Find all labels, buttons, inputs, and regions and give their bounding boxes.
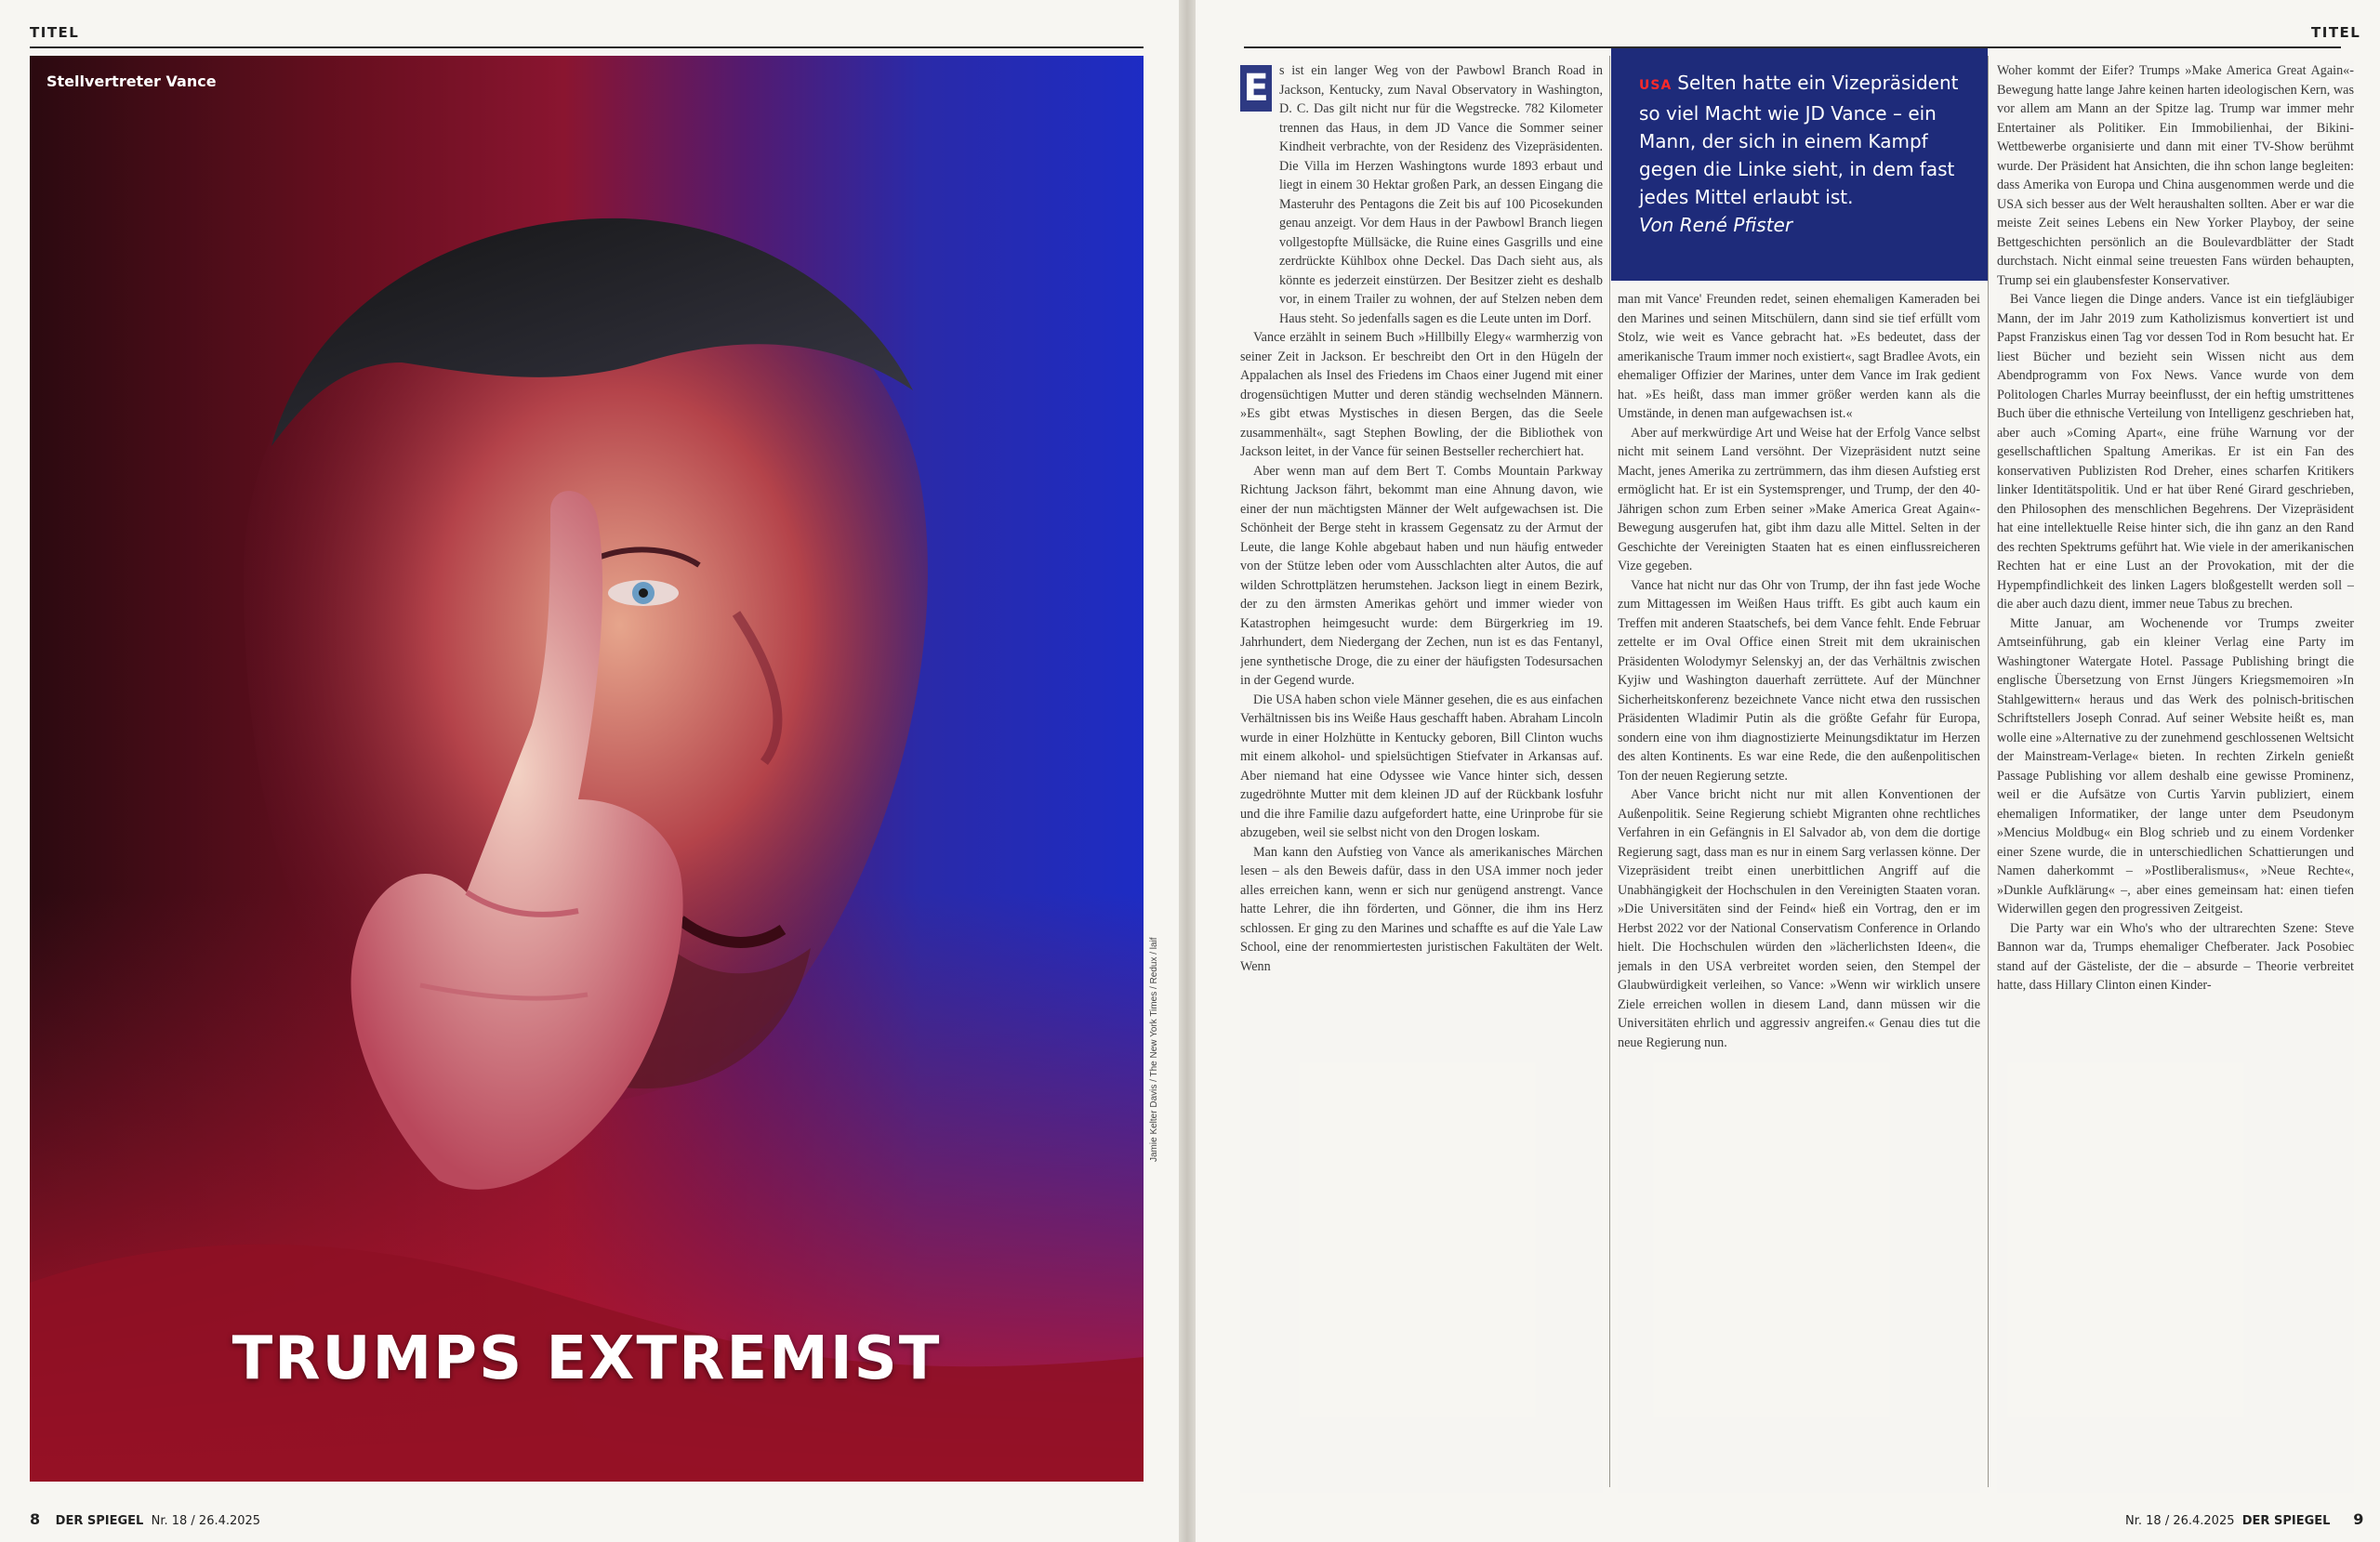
right-footer: [2125, 1510, 2363, 1528]
photo-caption: Stellvertreter Vance: [46, 72, 217, 90]
column-rule: [1609, 56, 1610, 1487]
photo-credit: Jamie Kelter Davis / The New York Times / Redux / laif: [1149, 937, 1159, 1162]
paragraph: Vance hat nicht nur das Ohr von Trump, der ihn fast jede Woche zum Mittagessen im Weißen Haus trifft. Es gibt auch kaum ein Treffen mit anderen Staatschefs, bei dem Vance fehlt. Ende Februar zettelte er im Oval Office einen Streit mit dem ukrainischen Präsidenten Wolodymyr Selenskyj an, der das Verhältnis zwischen Kyjiw und Washington dauerhaft zerrüttete. Auf der Münchner Sicherheitskonferenz bezeichnete Vance nicht etwa den russischen Präsidenten Wladimir Putin als die größte Gefahr für Europa, sondern eine von ihm diagnostizierte Meinungsdiktatur im Herzen des alten Kontinents. Es war eine Rede, die den außenpolitischen Ton der neuen Regierung setzte.: [1618, 577, 1980, 784]
paragraph: Die Party war ein Who's who der ultrarechten Szene: Steve Bannon war da, Trumps ehemaliger Chefberater. Jack Posobiec stand auf der Gästeliste, der die – absurde – Theorie verbreitet hatte, dass Hillary Clinton einen Kinder-: [1997, 920, 2354, 993]
column-rule: [1988, 56, 1989, 1487]
left-page: [0, 0, 1179, 1542]
paragraph: Aber Vance bricht nicht nur mit allen Konventionen der Außenpolitik. Seine Regierung schiebt Migranten ohne rechtliches Verfahren in ein Gefängnis in El Salvador ab, von dem die dortige Regierung sagt, dass man es nur in einem Sarg verlassen könne. Der Vizepräsident treibt einen unerbittlichen Angriff auf die Unabhängigkeit der Hochschulen in den Vereinigten Staaten voran. »Die Universitäten sind der Feind« hieß ein Vortrag, den er im Herbst 2022 vor der National Conservatism Conference in Orlando hielt. Die Hochschulen würden den »lächerlichsten Ideen«, die jemals in den USA verbreitet worden seien, den Stempel der Glaubwürdigkeit verleihen, so Vance: »Wenn wir wirklich unsere Ziele erreichen wollen in diesem Land, dann müssen wir die Universitäten ehrlich und aggressiv angreifen.« Genau dies tut die neue Regierung nun.: [1618, 787, 1980, 1050]
paragraph: Vance erzählt in seinem Buch »Hillbilly Elegy« warmherzig von seiner Zeit in Jackson. Er beschreibt den Ort in den Hügeln der Appalachen als Insel des Friedens im Chaos einer Jugend mit einer drogensüchtigen Mutter und deren ständig wechselnden Männern. »Es gibt etwas Mystisches in diesen Bergen, das die Seele zusammenhält«, sagt Stephen Bowling, der die Bibliothek von Jackson leitet, in der Vance für seinen Bestseller recherchiert hat.: [1240, 330, 1603, 459]
paragraph: Die USA haben schon viele Männer gesehen, die es aus einfachen Verhältnissen bis ins Weiße Haus geschafft haben. Abraham Lincoln wurde in einer Holzhütte in Kentucky geboren, Bill Clinton wuchs mit einem alkohol- und spielsüchtigen Stiefvater in Arkansas auf. Aber niemand hat eine Odyssee wie Vance hinter sich, dessen zugedröhnte Mutter mit dem kleinen JD auf der Rückbank losfuhr und die ihre Familie dazu aufgefordert hatte, eine Urinprobe für sie abzugeben, weil sie selbst nicht von den Drogen loskam.: [1240, 692, 1603, 840]
drop-cap: E: [1240, 65, 1272, 112]
paragraph: s ist ein langer Weg von der Pawbowl Branch Road in Jackson, Kentucky, zum Naval Observatory in Washington, D. C. Das gilt nicht nur für die Wegstrecke. 782 Kilometer trennen das Haus, in dem JD Vance die Sommer seiner Kindheit verbrachte, von der Residenz des Vizepräsidenten. Die Villa im Herzen Washingtons wurde 1893 erbaut und liegt in einem 30 Hektar großen Park, an dessen Eingang die Masteruhr des Pentagons die Zeit bis auf 100 Picosekunden genau anzeigt. Vor dem Haus in der Pawbowl Branch liegen vollgestopfte Müllsäcke, die Ruine eines Gasgrills und eine zerdrückte Kühlbox ohne Deckel. Das Dach sieht aus, als könnte es jederzeit einstürzen. Der Besitzer zieht es deshalb vor, in einem Trailer zu wohnen, der auf Stelzen neben dem Haus steht. So jedenfalls sagen es die Leute unten im Dorf.: [1279, 63, 1603, 326]
page-number: 9: [2353, 1510, 2364, 1528]
issue-info: Nr. 18 / 26.4.2025: [2125, 1514, 2235, 1528]
paragraph: Bei Vance liegen die Dinge anders. Vance ist ein tiefgläubiger Mann, der im Jahr 2019 zum Katholizismus konvertiert ist und Papst Franziskus einen Tag vor dessen Tod in Rom besucht hat. Er liest Bücher und bezieht sein Wissen nicht aus dem Abendprogramm von Fox News. Vance wurde von dem Politologen Charles Murray beeinflusst, der ein heftig umstrittenes Buch über die ethnische Verteilung von Intelligenz geschrieben hat, aber auch »Coming Apart«, eine frühe Warnung vor der gesellschaftlichen Spaltung Amerikas. Er ist ein Fan des konservativen Publizisten Rod Dreher, eines scharfen Kritikers linker Identitätspolitik. Und er hat über René Girard geschrieben, den Philosophen des menschlichen Begehrens. Der Vizepräsident hat eine intellektuelle Reise hinter sich, die ihn ganz an den Rand des rechten Spektrums geführt hat. Wie viele in der amerikanischen Rechten hat er eine Lust an der Provokation, mit der die Hypempfindlichkeit des linken Lagers bloßgestellt werden soll – die aber auch dazu dient, immer neue Tabus zu brechen.: [1997, 292, 2354, 612]
intro-box: [1611, 48, 1988, 281]
paragraph: Mitte Januar, am Wochenende vor Trumps zweiter Amtseinführung, gab ein kleiner Verlag eine Party im Washingtoner Watergate Hotel. Passage Publishing bringt die englische Übersetzung von Ernst Jüngers Kriegsmemoiren »In Stahlgewittern« heraus und das Werk des polnisch-britischen Schriftstellers Joseph Conrad. Auf seiner Website heißt es, man wolle eine »Alternative zu der zunehmend geschlossenen Weltsicht der Mainstream-Verlage« bieten. In rechten Zirkeln genießt Passage Publishing vor allem deshalb eine gewisse Prominenz, weil er die Aufsätze von Curtis Yarvin publiziert, einem ehemaligen Informatiker, der lange unter dem Pseudonym »Mencius Moldbug« ein Blog schrieb und zu einem Vordenker einer Szene wurde, die in unterschiedlichen Schattierungen und Namen daherkommt – »Postliberalismus«, »Neue Rechte«, »Dunkle Aufklärung« –, aber eines gemeinsam hat: einen tiefen Widerwillen gegen den progressiven Zeitgeist.: [1997, 615, 2354, 916]
magazine-name: DER SPIEGEL: [55, 1514, 144, 1528]
article-column-2: [1618, 290, 1980, 1493]
intro-text: Selten hatte ein Vizepräsident so viel Macht wie JD Vance – ein Mann, der sich in einem Kampf gegen die Linke sieht, in dem fast jedes Mittel erlaubt ist.: [1639, 72, 1959, 208]
paragraph: Man kann den Aufstieg von Vance als amerikanisches Märchen lesen – als den Beweis dafür, dass in den USA immer noch jeder alles erreichen kann, wenn er sich nur genügend anstrengt. Vance hatte Lehrer, die ihn förderten, und Gönner, die ihm ins Herz schlossen. Er ging zu den Marines und schaffte es auf die Yale Law School, eine der renommiertesten juristischen Fakultäten der Welt. Wenn: [1240, 844, 1603, 974]
paragraph: Woher kommt der Eifer? Trumps »Make America Great Again«-Bewegung hatte lange Jahre keinen harten ideologischen Kern, was vor allem am Mann an der Spitze lag. Trump war immer mehr Entertainer als Politiker. Ein Immobilienhai, der Bikini-Wettbewerbe organisierte und dann mit einer TV-Show berühmt wurde. Der Präsident hat Ansichten, die ihn schon lange begleiten: dass Amerika von Europa und China ausgenommen werde und die USA sich besser aus der Welt heraushalten sollten. Aber er war die meiste Zeit seines Lebens ein New Yorker Playboy, der seine Bettgeschichten persönlich an die Boulevardblätter der Stadt durchstach. Nicht einmal seine treuesten Fans würden behaupten, Trump sei ein glaubensfester Konservativer.: [1997, 63, 2354, 288]
article-column-3: [1997, 61, 2354, 1493]
portrait-illustration: [30, 56, 1144, 1482]
cover-photo: [30, 56, 1144, 1482]
section-label: TITEL: [2311, 24, 2361, 41]
intro-tag: USA: [1639, 78, 1673, 93]
magazine-name: DER SPIEGEL: [2241, 1514, 2331, 1528]
page-number: 8: [30, 1510, 41, 1528]
author-byline: Von René Pfister: [1639, 214, 1793, 236]
left-footer: [30, 1510, 260, 1528]
section-label: TITEL: [30, 24, 80, 41]
paragraph: Aber wenn man auf dem Bert T. Combs Mountain Parkway Richtung Jackson fährt, bekommt man eine Ahnung davon, wie einer der nun mächtigsten Männer der Welt aufgewachsen ist. Die Schönheit der Berge steht in krassem Gegensatz zu der Armut der Leute, die lange Kohle abgebaut haben und nun häufig entweder von der Stütze leben oder vom Ausschlachten alter Autos, die auf wilden Schrottplätzen herumstehen. Jackson liegt in einem Bezirk, der zu den ärmsten Amerikas gehört und immer wieder von Katastrophen heimgesucht wurde: dem Bürgerkrieg im 19. Jahrhundert, dem Niedergang der Zechen, nun ist es das Fentanyl, jene synthetische Droge, die zu einer der häufigsten Todesursachen in der Gegend wurde.: [1240, 463, 1603, 688]
article-column-1: [1240, 61, 1603, 1493]
paragraph: Aber auf merkwürdige Art und Weise hat der Erfolg Vance selbst nicht mit seinem Land versöhnt. Der Vizepräsident nutzt seine Macht, jenes Amerika zu zertrümmern, das ihm diesen Aufstieg erst ermöglicht hat. Er ist ein Systemsprenger, und Trump, der den 40-Jährigen schon zum Erben seiner »Make America Great Again«-Bewegung ausgerufen hat, gibt ihm dazu alle Mittel. Selten in der Geschichte der Vereinigten Staaten hat es einen einflussreicheren Vize gegeben.: [1618, 425, 1980, 573]
headline: TRUMPS EXTREMIST: [231, 1325, 942, 1393]
spine-gutter: [1179, 0, 1196, 1542]
header-rule: [30, 46, 1144, 48]
issue-info: Nr. 18 / 26.4.2025: [151, 1514, 261, 1528]
paragraph: man mit Vance' Freunden redet, seinen ehemaligen Kameraden bei den Marines und seinen Mitschülern, dann sind sie tief erfüllt vom Stolz, wie weit es Vance gebracht hat. »Es bedeutet, dass der amerikanische Traum immer noch existiert«, sagt Bradlee Avots, ein ehemaliger Offizier der Marines, unter dem Vance im Irak gedient hat. »Es heißt, dass man immer größer werden kann als die Umstände, in denen man aufgewachsen ist.«: [1618, 292, 1980, 421]
